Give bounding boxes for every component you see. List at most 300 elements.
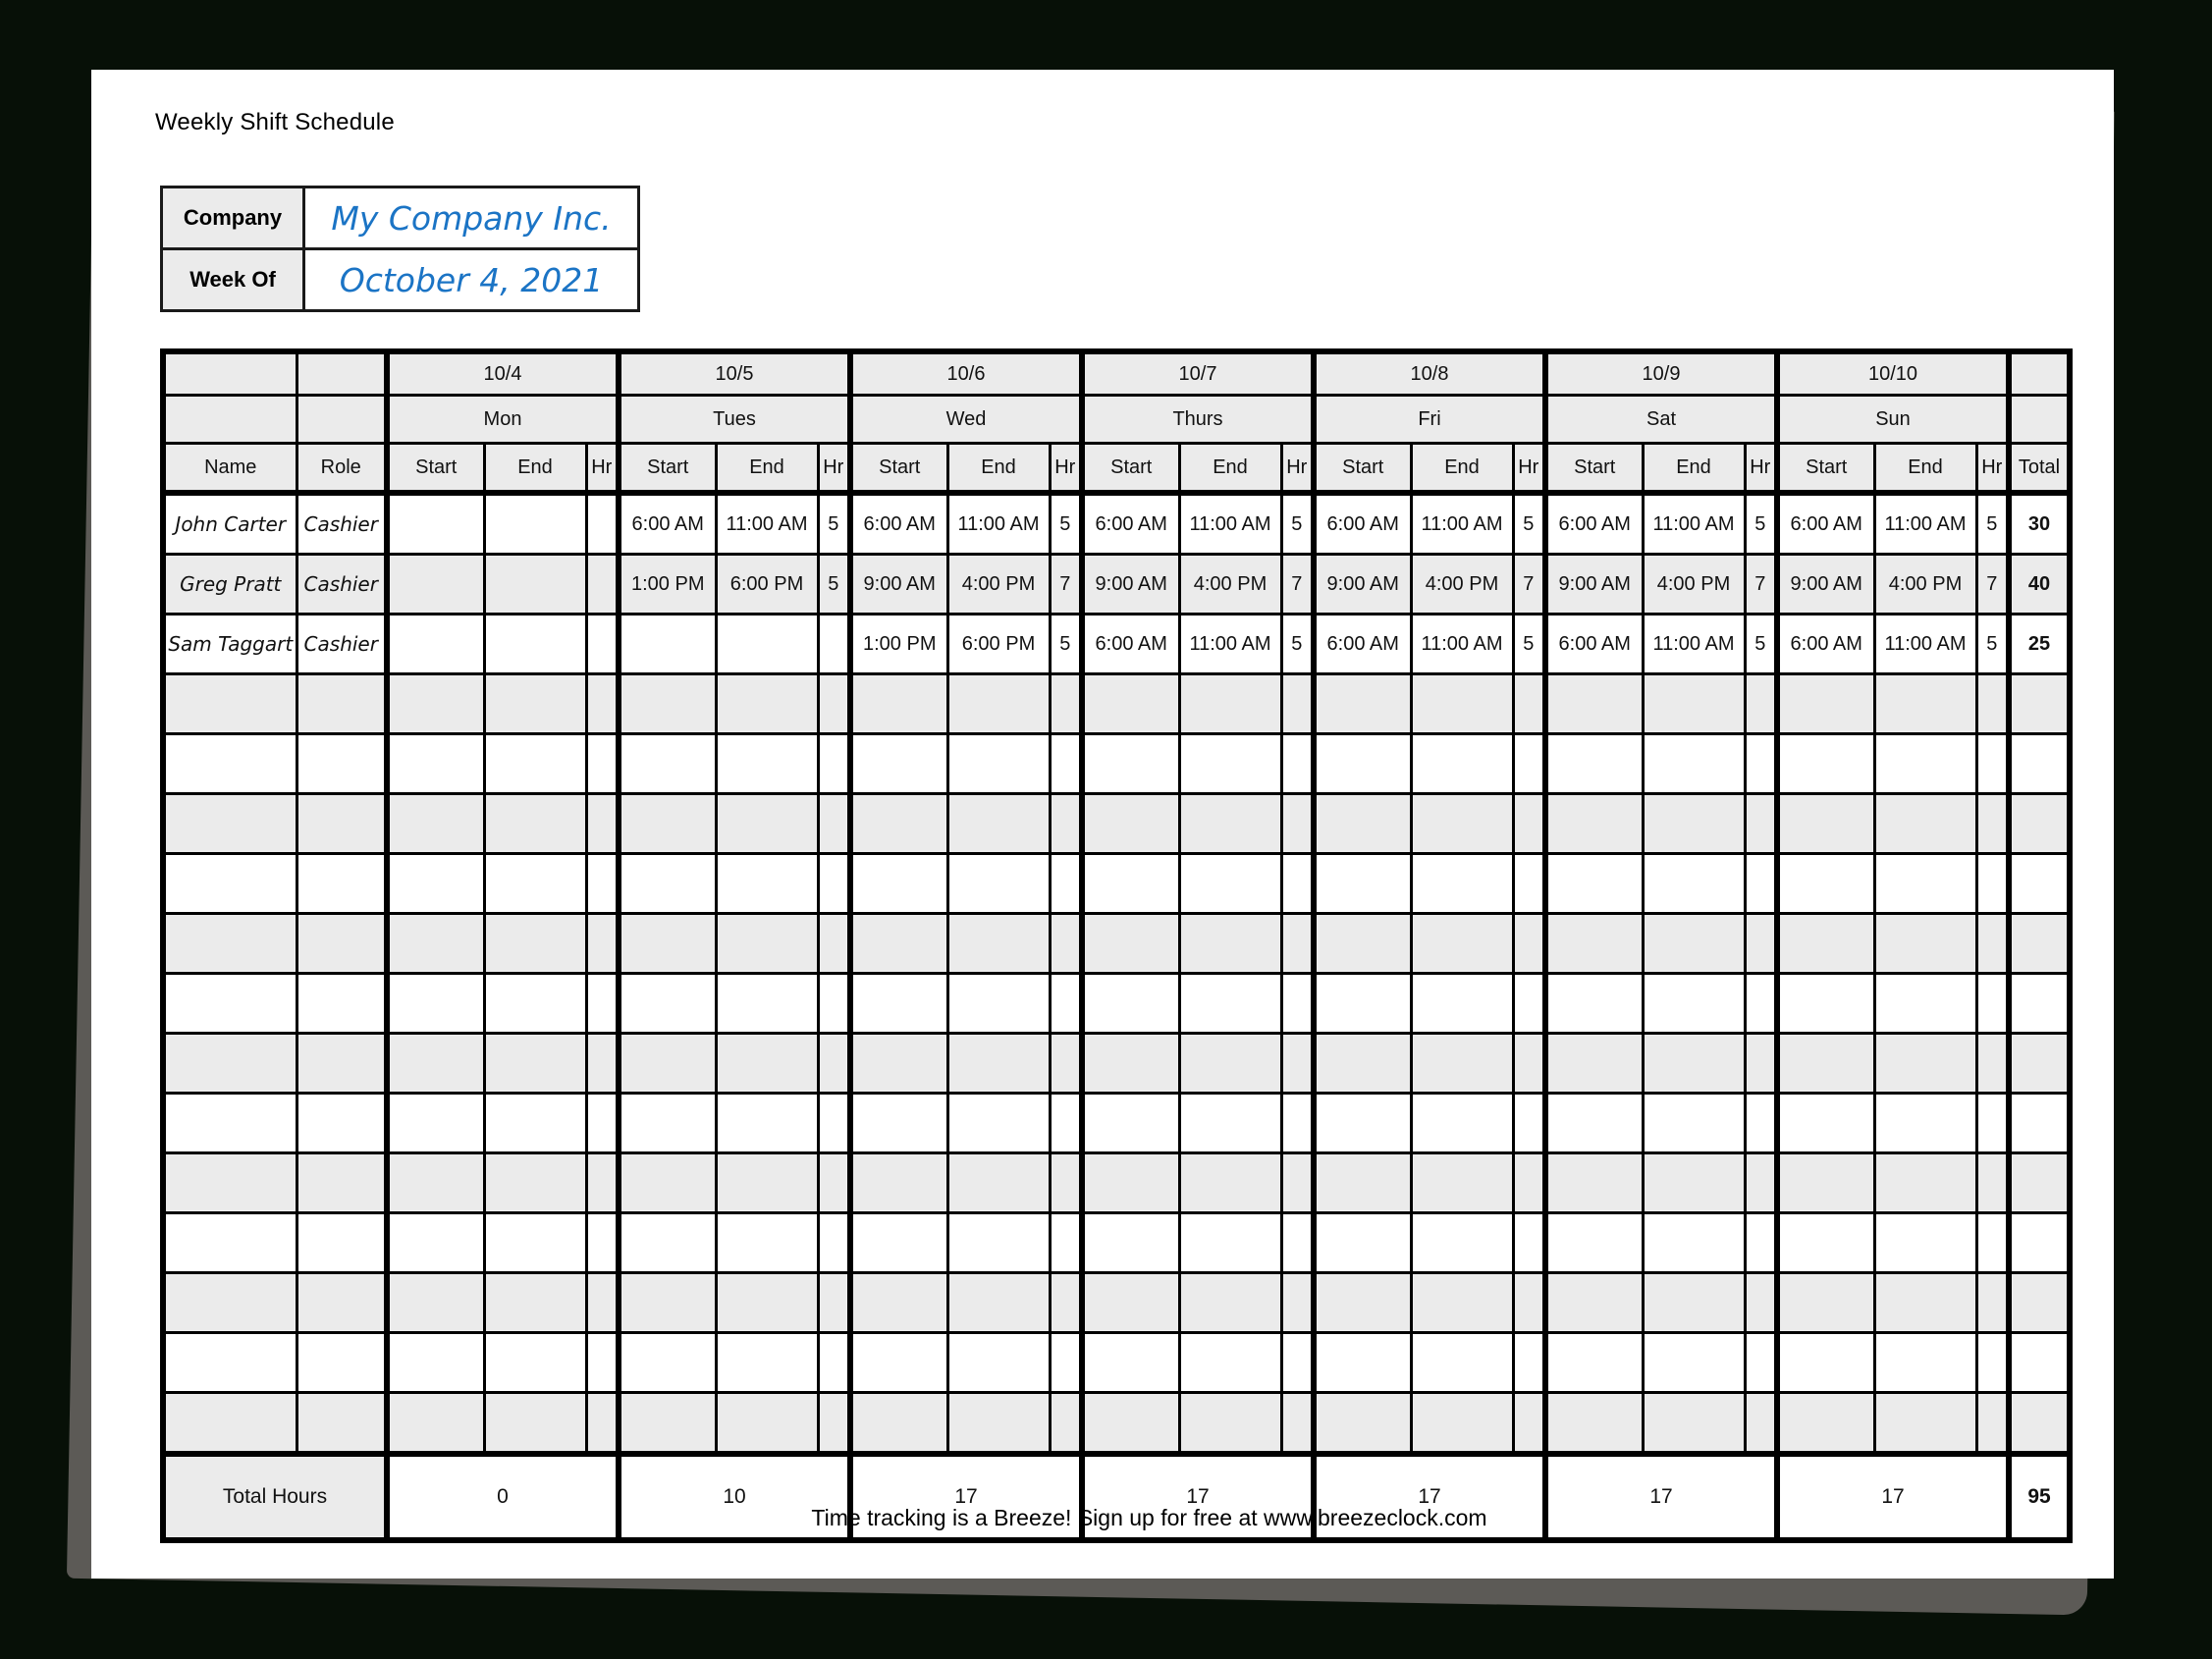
- weekday-header-row: [163, 396, 2070, 444]
- shift-hr-cell: [1281, 1094, 1314, 1153]
- empty-row: [163, 1034, 2070, 1094]
- shift-end-cell: [1179, 794, 1281, 854]
- shift-hr-cell: [1513, 1333, 1545, 1393]
- shift-start-cell: [850, 1094, 947, 1153]
- shift-end-cell: [1411, 1094, 1513, 1153]
- end-column-header: End: [1411, 444, 1513, 494]
- shift-end-cell: [1643, 734, 1745, 794]
- empty-row: [163, 1333, 2070, 1393]
- shift-end-cell: [1179, 854, 1281, 914]
- shift-start-cell: [1545, 674, 1643, 734]
- weekday-cell: Fri: [1314, 396, 1545, 444]
- shift-hr-cell: [818, 914, 850, 974]
- shift-start-cell: [1545, 974, 1643, 1034]
- shift-hr-cell: [1513, 1034, 1545, 1094]
- shift-hr-cell: [1050, 1213, 1082, 1273]
- empty-row: [163, 1273, 2070, 1333]
- shift-start-cell: [1314, 1333, 1411, 1393]
- date-cell: 10/8: [1314, 351, 1545, 396]
- shift-hr-cell: [586, 493, 619, 555]
- shift-start-cell: [1314, 1393, 1411, 1455]
- shift-hr-cell: [1976, 1034, 2009, 1094]
- shift-end-cell: [1643, 914, 1745, 974]
- shift-hr-cell: 5: [1050, 615, 1082, 674]
- shift-end-cell: 11:00 AM: [716, 493, 818, 555]
- shift-hr-cell: [1513, 674, 1545, 734]
- shift-hr-cell: [1281, 1034, 1314, 1094]
- shift-hr-cell: [1513, 1153, 1545, 1213]
- shift-start-cell: [1082, 794, 1179, 854]
- shift-hr-cell: [1513, 914, 1545, 974]
- shift-end-cell: [484, 914, 586, 974]
- shift-start-cell: [619, 854, 716, 914]
- schedule-table: [160, 348, 2073, 1543]
- shift-end-cell: [484, 493, 586, 555]
- shift-start-cell: [1314, 734, 1411, 794]
- shift-start-cell: [619, 1333, 716, 1393]
- shift-end-cell: [484, 1333, 586, 1393]
- shift-start-cell: [1777, 974, 1874, 1034]
- shift-hr-cell: [818, 1393, 850, 1455]
- shift-end-cell: [1643, 794, 1745, 854]
- shift-end-cell: 6:00 PM: [947, 615, 1050, 674]
- day-total-cell: 10: [619, 1454, 850, 1540]
- hr-column-header: Hr: [586, 444, 619, 494]
- shift-start-cell: 1:00 PM: [619, 555, 716, 615]
- end-column-header: End: [484, 444, 586, 494]
- shift-end-cell: [1643, 1333, 1745, 1393]
- shift-end-cell: [716, 1034, 818, 1094]
- shift-end-cell: [1179, 914, 1281, 974]
- shift-hr-cell: [1281, 1333, 1314, 1393]
- shift-hr-cell: [1976, 1333, 2009, 1393]
- shift-end-cell: [716, 854, 818, 914]
- shift-end-cell: [1411, 734, 1513, 794]
- shift-hr-cell: [586, 1273, 619, 1333]
- shift-end-cell: [484, 1273, 586, 1333]
- shift-hr-cell: 5: [1513, 615, 1545, 674]
- shift-start-cell: [1314, 854, 1411, 914]
- shift-start-cell: [1082, 734, 1179, 794]
- weekday-cell: Sat: [1545, 396, 1777, 444]
- shift-start-cell: [1082, 1333, 1179, 1393]
- shift-end-cell: [1874, 1333, 1976, 1393]
- shift-start-cell: [850, 1333, 947, 1393]
- employee-row: [163, 615, 2070, 674]
- shift-start-cell: [850, 734, 947, 794]
- shift-start-cell: [1314, 974, 1411, 1034]
- shift-end-cell: [1643, 1034, 1745, 1094]
- shift-start-cell: [387, 1094, 484, 1153]
- shift-start-cell: [387, 493, 484, 555]
- company-label: Company: [162, 187, 304, 249]
- shift-end-cell: [1179, 974, 1281, 1034]
- shift-end-cell: [947, 854, 1050, 914]
- shift-end-cell: [716, 1213, 818, 1273]
- shift-hr-cell: [1513, 1273, 1545, 1333]
- shift-hr-cell: [1050, 974, 1082, 1034]
- shift-end-cell: [1643, 1153, 1745, 1213]
- name-cell: John Carter: [163, 493, 297, 555]
- empty-role-cell: [297, 1034, 387, 1094]
- shift-hr-cell: [818, 1094, 850, 1153]
- shift-hr-cell: [1976, 1094, 2009, 1153]
- corner-blank-cell: [297, 396, 387, 444]
- shift-start-cell: [619, 734, 716, 794]
- shift-end-cell: 4:00 PM: [1643, 555, 1745, 615]
- shift-end-cell: [1411, 854, 1513, 914]
- date-cell: 10/10: [1777, 351, 2009, 396]
- shift-hr-cell: [818, 1034, 850, 1094]
- shift-start-cell: [850, 674, 947, 734]
- date-cell: 10/7: [1082, 351, 1314, 396]
- shift-hr-cell: [586, 1393, 619, 1455]
- shift-hr-cell: [1976, 1393, 2009, 1455]
- shift-end-cell: [1643, 1094, 1745, 1153]
- shift-hr-cell: [1745, 1273, 1777, 1333]
- shift-end-cell: [716, 794, 818, 854]
- shift-hr-cell: [1745, 1393, 1777, 1455]
- shift-start-cell: 6:00 AM: [1082, 615, 1179, 674]
- shift-end-cell: [1874, 914, 1976, 974]
- shift-end-cell: [484, 794, 586, 854]
- shift-end-cell: [484, 974, 586, 1034]
- shift-hr-cell: [818, 1273, 850, 1333]
- shift-start-cell: [1082, 1273, 1179, 1333]
- shift-end-cell: [716, 615, 818, 674]
- shift-end-cell: [484, 1213, 586, 1273]
- shift-hr-cell: 7: [1281, 555, 1314, 615]
- shift-end-cell: 4:00 PM: [1874, 555, 1976, 615]
- shift-start-cell: 6:00 AM: [1777, 493, 1874, 555]
- shift-start-cell: [1545, 1393, 1643, 1455]
- row-total-cell: 25: [2009, 615, 2070, 674]
- corner-blank-cell: [163, 351, 297, 396]
- shift-end-cell: 11:00 AM: [1179, 493, 1281, 555]
- shift-hr-cell: [1281, 1153, 1314, 1213]
- empty-name-cell: [163, 914, 297, 974]
- row-total-cell: [2009, 974, 2070, 1034]
- shift-end-cell: [1643, 674, 1745, 734]
- shift-start-cell: [1314, 674, 1411, 734]
- shift-end-cell: [1411, 674, 1513, 734]
- shift-start-cell: [1777, 674, 1874, 734]
- shift-start-cell: [1545, 914, 1643, 974]
- empty-name-cell: [163, 1034, 297, 1094]
- shift-hr-cell: [586, 974, 619, 1034]
- empty-row: [163, 1153, 2070, 1213]
- shift-end-cell: [1874, 1094, 1976, 1153]
- shift-start-cell: [850, 974, 947, 1034]
- shift-hr-cell: [586, 615, 619, 674]
- shift-end-cell: [484, 1094, 586, 1153]
- date-header-row: [163, 351, 2070, 396]
- hr-column-header: Hr: [818, 444, 850, 494]
- shift-hr-cell: [818, 854, 850, 914]
- shift-start-cell: [1777, 1153, 1874, 1213]
- row-total-cell: [2009, 1034, 2070, 1094]
- shift-start-cell: [1082, 854, 1179, 914]
- row-total-cell: [2009, 854, 2070, 914]
- shift-hr-cell: [1513, 1393, 1545, 1455]
- shift-start-cell: [619, 1213, 716, 1273]
- shift-hr-cell: [1745, 1094, 1777, 1153]
- shift-end-cell: [1643, 854, 1745, 914]
- shift-hr-cell: [818, 734, 850, 794]
- shift-end-cell: [947, 1094, 1050, 1153]
- empty-name-cell: [163, 1153, 297, 1213]
- shift-start-cell: 6:00 AM: [1314, 493, 1411, 555]
- shift-hr-cell: 7: [1050, 555, 1082, 615]
- shift-hr-cell: [586, 914, 619, 974]
- shift-hr-cell: [586, 674, 619, 734]
- shift-hr-cell: [1050, 674, 1082, 734]
- shift-end-cell: [1179, 674, 1281, 734]
- shift-hr-cell: [1050, 1393, 1082, 1455]
- shift-hr-cell: 5: [1513, 493, 1545, 555]
- shift-end-cell: [716, 734, 818, 794]
- shift-hr-cell: 5: [1281, 493, 1314, 555]
- shift-hr-cell: [818, 674, 850, 734]
- schedule-page: [91, 70, 2114, 1579]
- hr-column-header: Hr: [1281, 444, 1314, 494]
- shift-hr-cell: [1513, 794, 1545, 854]
- shift-end-cell: 4:00 PM: [1411, 555, 1513, 615]
- shift-hr-cell: [586, 1153, 619, 1213]
- shift-end-cell: [716, 1393, 818, 1455]
- shift-start-cell: [619, 1393, 716, 1455]
- shift-end-cell: [1179, 1393, 1281, 1455]
- shift-start-cell: [1082, 674, 1179, 734]
- empty-role-cell: [297, 1333, 387, 1393]
- shift-start-cell: [1082, 1393, 1179, 1455]
- shift-hr-cell: 5: [1050, 493, 1082, 555]
- shift-start-cell: [619, 615, 716, 674]
- shift-hr-cell: [1281, 914, 1314, 974]
- shift-end-cell: 11:00 AM: [947, 493, 1050, 555]
- total-hours-label: Total Hours: [163, 1454, 387, 1540]
- shift-end-cell: [1411, 1393, 1513, 1455]
- shift-hr-cell: [586, 854, 619, 914]
- shift-end-cell: 11:00 AM: [1874, 615, 1976, 674]
- name-cell: Sam Taggart: [163, 615, 297, 674]
- shift-start-cell: [1082, 914, 1179, 974]
- shift-hr-cell: [586, 1213, 619, 1273]
- shift-start-cell: [1314, 1213, 1411, 1273]
- shift-start-cell: [850, 1153, 947, 1213]
- shift-start-cell: [387, 1153, 484, 1213]
- shift-end-cell: [1179, 1034, 1281, 1094]
- shift-end-cell: [1874, 1213, 1976, 1273]
- shift-start-cell: [1545, 1153, 1643, 1213]
- shift-start-cell: [387, 794, 484, 854]
- shift-end-cell: [716, 914, 818, 974]
- shift-start-cell: [1545, 794, 1643, 854]
- shift-hr-cell: [586, 794, 619, 854]
- shift-start-cell: [1082, 1153, 1179, 1213]
- empty-name-cell: [163, 1213, 297, 1273]
- corner-blank-cell: [163, 396, 297, 444]
- shift-start-cell: [619, 1094, 716, 1153]
- date-cell: 10/5: [619, 351, 850, 396]
- shift-hr-cell: [818, 794, 850, 854]
- empty-row: [163, 794, 2070, 854]
- hr-column-header: Hr: [1745, 444, 1777, 494]
- shift-end-cell: [1411, 1034, 1513, 1094]
- shift-start-cell: 9:00 AM: [850, 555, 947, 615]
- shift-start-cell: [387, 674, 484, 734]
- weekday-cell: Thurs: [1082, 396, 1314, 444]
- shift-start-cell: [1545, 1213, 1643, 1273]
- shift-start-cell: [619, 974, 716, 1034]
- row-total-cell: [2009, 794, 2070, 854]
- empty-role-cell: [297, 974, 387, 1034]
- page-title: Weekly Shift Schedule: [155, 109, 395, 135]
- shift-hr-cell: [818, 1153, 850, 1213]
- empty-name-cell: [163, 1094, 297, 1153]
- empty-name-cell: [163, 1273, 297, 1333]
- shift-end-cell: [716, 1153, 818, 1213]
- shift-start-cell: [850, 1213, 947, 1273]
- shift-start-cell: [619, 914, 716, 974]
- shift-end-cell: [1179, 1273, 1281, 1333]
- shift-start-cell: [387, 615, 484, 674]
- shift-end-cell: [716, 974, 818, 1034]
- shift-start-cell: 9:00 AM: [1545, 555, 1643, 615]
- hr-column-header: Hr: [1050, 444, 1082, 494]
- start-column-header: Start: [619, 444, 716, 494]
- shift-hr-cell: [1745, 734, 1777, 794]
- shift-start-cell: [1314, 1273, 1411, 1333]
- date-cell: 10/4: [387, 351, 619, 396]
- row-total-cell: [2009, 1393, 2070, 1455]
- shift-end-cell: [947, 794, 1050, 854]
- column-header-row: [163, 444, 2070, 494]
- shift-start-cell: [387, 974, 484, 1034]
- empty-row: [163, 914, 2070, 974]
- date-cell: 10/6: [850, 351, 1082, 396]
- shift-start-cell: [1777, 914, 1874, 974]
- shift-hr-cell: [1281, 734, 1314, 794]
- role-cell: Cashier: [297, 493, 387, 555]
- shift-hr-cell: [1281, 1393, 1314, 1455]
- shift-start-cell: 9:00 AM: [1082, 555, 1179, 615]
- weekday-cell: Wed: [850, 396, 1082, 444]
- empty-row: [163, 734, 2070, 794]
- shift-start-cell: [1082, 1094, 1179, 1153]
- shift-end-cell: [716, 1094, 818, 1153]
- shift-start-cell: [387, 734, 484, 794]
- empty-role-cell: [297, 1273, 387, 1333]
- empty-row: [163, 1393, 2070, 1455]
- row-total-cell: [2009, 674, 2070, 734]
- shift-hr-cell: [1745, 1213, 1777, 1273]
- day-total-cell: 17: [1777, 1454, 2009, 1540]
- start-column-header: Start: [850, 444, 947, 494]
- end-column-header: End: [1874, 444, 1976, 494]
- shift-end-cell: [484, 615, 586, 674]
- empty-name-cell: [163, 854, 297, 914]
- shift-hr-cell: [1050, 854, 1082, 914]
- row-total-cell: [2009, 734, 2070, 794]
- empty-name-cell: [163, 1333, 297, 1393]
- shift-hr-cell: 5: [1281, 615, 1314, 674]
- shift-hr-cell: [1976, 734, 2009, 794]
- corner-blank-cell: [2009, 351, 2070, 396]
- shift-end-cell: [1874, 794, 1976, 854]
- hr-column-header: Hr: [1976, 444, 2009, 494]
- shift-start-cell: [1545, 854, 1643, 914]
- shift-hr-cell: [1050, 1333, 1082, 1393]
- shift-hr-cell: [1976, 1213, 2009, 1273]
- shift-end-cell: [947, 1034, 1050, 1094]
- shift-end-cell: [484, 1393, 586, 1455]
- shift-hr-cell: [586, 1094, 619, 1153]
- shift-hr-cell: [818, 974, 850, 1034]
- shift-hr-cell: [1513, 1213, 1545, 1273]
- shift-end-cell: [947, 1153, 1050, 1213]
- shift-start-cell: [850, 1034, 947, 1094]
- shift-hr-cell: [1745, 1034, 1777, 1094]
- shift-end-cell: [716, 1333, 818, 1393]
- shift-hr-cell: 5: [1745, 615, 1777, 674]
- employee-row: [163, 555, 2070, 615]
- date-cell: 10/9: [1545, 351, 1777, 396]
- shift-start-cell: [1777, 1393, 1874, 1455]
- shift-end-cell: [1874, 1034, 1976, 1094]
- shift-hr-cell: [1281, 794, 1314, 854]
- shift-end-cell: [1411, 914, 1513, 974]
- empty-role-cell: [297, 914, 387, 974]
- shift-start-cell: [1314, 1034, 1411, 1094]
- shift-end-cell: [1179, 1153, 1281, 1213]
- shift-start-cell: [1082, 974, 1179, 1034]
- shift-start-cell: [619, 1273, 716, 1333]
- row-total-cell: [2009, 1273, 2070, 1333]
- shift-start-cell: [1314, 914, 1411, 974]
- shift-hr-cell: [1050, 1153, 1082, 1213]
- shift-end-cell: [947, 974, 1050, 1034]
- shift-hr-cell: [1050, 1094, 1082, 1153]
- week-of-row: [162, 249, 639, 311]
- shift-hr-cell: 5: [818, 493, 850, 555]
- shift-start-cell: [619, 674, 716, 734]
- shift-start-cell: [1777, 854, 1874, 914]
- shift-start-cell: [387, 914, 484, 974]
- shift-start-cell: 6:00 AM: [1545, 493, 1643, 555]
- shift-end-cell: [1411, 1333, 1513, 1393]
- row-total-cell: 30: [2009, 493, 2070, 555]
- end-column-header: End: [1643, 444, 1745, 494]
- role-cell: Cashier: [297, 555, 387, 615]
- company-row: [162, 187, 639, 249]
- shift-hr-cell: [1976, 794, 2009, 854]
- shift-start-cell: [1777, 1213, 1874, 1273]
- company-value: My Company Inc.: [304, 187, 639, 249]
- shift-start-cell: [1545, 734, 1643, 794]
- empty-role-cell: [297, 794, 387, 854]
- empty-role-cell: [297, 674, 387, 734]
- shift-end-cell: 11:00 AM: [1179, 615, 1281, 674]
- shift-start-cell: 9:00 AM: [1777, 555, 1874, 615]
- shift-end-cell: [947, 914, 1050, 974]
- shift-hr-cell: [1281, 854, 1314, 914]
- shift-start-cell: [1314, 794, 1411, 854]
- shift-end-cell: 11:00 AM: [1643, 493, 1745, 555]
- week-of-label: Week Of: [162, 249, 304, 311]
- shift-hr-cell: [1976, 854, 2009, 914]
- role-cell: Cashier: [297, 615, 387, 674]
